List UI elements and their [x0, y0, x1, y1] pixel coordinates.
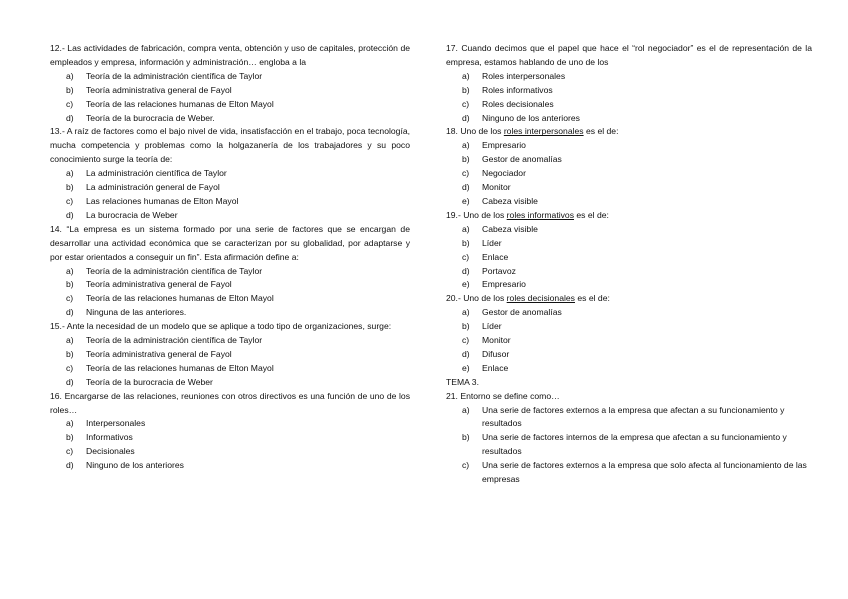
option-text: Ninguna de las anteriores.	[86, 307, 187, 318]
option-text: Empresario	[482, 279, 526, 290]
right-column	[446, 42, 812, 487]
option-letter: a)	[66, 265, 74, 276]
option-text: Difusor	[482, 348, 510, 359]
option-letter: d)	[462, 265, 470, 276]
option-text: Ninguno de los anteriores	[86, 460, 184, 471]
option-text: Enlace	[482, 362, 509, 373]
option	[50, 376, 410, 390]
option	[446, 167, 812, 181]
option-letter: c)	[66, 293, 74, 304]
option-text: Teoría administrativa general de Fayol	[86, 279, 232, 290]
question-12: 12.- Las actividades de fabricación, compra venta, obtención y uso de capitales, protección de empleados y empresa, información y administración… engloba a la	[50, 43, 410, 67]
option-letter: c)	[462, 168, 470, 179]
option	[446, 404, 812, 432]
option-letter: b)	[462, 321, 470, 332]
option-text: Negociador	[482, 168, 526, 179]
option	[446, 98, 812, 112]
option-text: Teoría administrativa general de Fayol	[86, 348, 232, 359]
option-letter: d)	[66, 209, 74, 220]
option-text: Gestor de anomalías	[482, 154, 562, 165]
option	[446, 320, 812, 334]
question-13: 13.- A raíz de factores como el bajo nivel de vida, insatisfacción en el trabajo, poca tecnología, mucha competencia y problemas como la holgazanería de los trabajadores y su poco conocimiento surge la teoría de:	[50, 126, 410, 165]
option-letter: a)	[462, 307, 470, 318]
option-letter: b)	[66, 432, 74, 443]
option	[50, 362, 410, 376]
question-20-options	[446, 306, 812, 376]
option	[446, 265, 812, 279]
option-letter: d)	[66, 460, 74, 471]
option	[446, 306, 812, 320]
option-text: La administración general de Fayol	[86, 182, 220, 193]
option	[446, 459, 812, 487]
option	[50, 306, 410, 320]
option	[50, 292, 410, 306]
option	[446, 362, 812, 376]
option	[446, 84, 812, 98]
option-letter: c)	[462, 335, 470, 346]
question-17: 17. Cuando decimos que el papel que hace el “rol negociador” es el de representación de la empresa, estamos hablando de uno de los	[446, 43, 812, 67]
option	[446, 181, 812, 195]
option-letter: b)	[462, 154, 470, 165]
question-19	[446, 209, 812, 223]
option-text: Teoría de las relaciones humanas de Elton Mayol	[86, 293, 274, 304]
option-letter: c)	[462, 251, 470, 262]
option-text: Una serie de factores externos a la empresa que afectan a su funcionamiento y resultados	[482, 404, 785, 429]
option-text: Teoría de las relaciones humanas de Elton Mayol	[86, 362, 274, 373]
option-letter: d)	[66, 376, 74, 387]
option	[446, 251, 812, 265]
question-14-options	[50, 265, 410, 321]
underlined-term: roles informativos	[506, 209, 575, 220]
option-text: Informativos	[86, 432, 133, 443]
option-text: Empresario	[482, 140, 526, 151]
option-text: Enlace	[482, 251, 509, 262]
question-suffix: es el de:	[574, 293, 610, 304]
option-text: Teoría de la administración científica de Taylor	[86, 335, 263, 346]
question-14: 14. “La empresa es un sistema formado por una serie de factores que se encargan de desarrollar una actividad económica que se caracterizan por su globalidad, por adaptarse y por estar orientados a conseguir un fin”. Esta afirmación define a:	[50, 223, 410, 262]
option-letter: b)	[66, 348, 74, 359]
option-letter: b)	[66, 84, 74, 95]
option-text: La burocracia de Weber	[86, 209, 178, 220]
option-text: Las relaciones humanas de Elton Mayol	[86, 195, 239, 206]
question-prefix: 20.- Uno de los	[446, 293, 507, 304]
option-text: Cabeza visible	[482, 223, 538, 234]
section-heading: TEMA 3.	[446, 376, 479, 387]
option-text: Decisionales	[86, 446, 135, 457]
option-text: Roles interpersonales	[482, 70, 566, 81]
option	[446, 112, 812, 126]
question-15: 15.- Ante la necesidad de un modelo que se aplique a todo tipo de organizaciones, surge:	[50, 321, 392, 332]
option-letter: a)	[462, 404, 470, 415]
option	[50, 334, 410, 348]
option	[50, 348, 410, 362]
option-letter: a)	[66, 168, 74, 179]
option-letter: c)	[66, 98, 74, 109]
option-text: Teoría de la burocracia de Weber	[86, 376, 213, 387]
option-text: Líder	[482, 237, 502, 248]
question-16: 16. Encargarse de las relaciones, reuniones con otros directivos es una función de uno de los roles…	[50, 390, 410, 415]
option	[50, 445, 410, 459]
option	[50, 431, 410, 445]
option-letter: d)	[462, 112, 470, 123]
question-18-options	[446, 139, 812, 209]
option-text: Teoría de la administración científica de Taylor	[86, 70, 263, 81]
option-letter: e)	[462, 362, 470, 373]
question-21-options	[446, 404, 812, 487]
option-letter: c)	[66, 446, 74, 457]
option-letter: b)	[462, 432, 470, 443]
option-letter: a)	[462, 223, 470, 234]
option	[446, 431, 812, 459]
option-text: Teoría de la burocracia de Weber.	[86, 112, 215, 123]
question-suffix: es el de:	[574, 209, 609, 220]
option-letter: d)	[66, 112, 74, 123]
left-column	[50, 42, 410, 473]
option	[50, 195, 410, 209]
option	[446, 70, 812, 84]
option	[50, 84, 410, 98]
option	[446, 139, 812, 153]
option	[50, 209, 410, 223]
question-prefix: 18. Uno de los	[446, 126, 504, 137]
option	[50, 278, 410, 292]
option	[446, 334, 812, 348]
option	[50, 459, 410, 473]
option	[446, 223, 812, 237]
option-letter: b)	[66, 279, 74, 290]
option-letter: c)	[462, 98, 470, 109]
underlined-term: roles decisionales	[506, 293, 575, 304]
option-text: Una serie de factores externos a la empresa que solo afecta al funcionamiento de las empresas	[482, 460, 807, 485]
option	[446, 195, 812, 209]
question-16-options	[50, 417, 410, 473]
option-text: Cabeza visible	[482, 195, 538, 206]
question-13-options	[50, 167, 410, 223]
option-text: Una serie de factores internos de la empresa que afectan a su funcionamiento y resultados	[482, 432, 787, 457]
option	[50, 167, 410, 181]
option-letter: b)	[462, 237, 470, 248]
option-text: Teoría de las relaciones humanas de Elton Mayol	[86, 98, 274, 109]
question-17-options	[446, 70, 812, 126]
option-text: La administración científica de Taylor	[86, 168, 227, 179]
option	[50, 70, 410, 84]
question-20	[446, 292, 812, 306]
option-letter: c)	[462, 460, 470, 471]
option-text: Líder	[482, 321, 502, 332]
underlined-term: roles interpersonales	[503, 126, 584, 137]
option-text: Ninguno de los anteriores	[482, 112, 580, 123]
option-letter: b)	[462, 84, 470, 95]
question-12-options	[50, 70, 410, 126]
question-15-options	[50, 334, 410, 390]
question-19-options	[446, 223, 812, 293]
option-text: Portavoz	[482, 265, 516, 276]
option-letter: c)	[66, 362, 74, 373]
option-letter: a)	[462, 140, 470, 151]
option-text: Gestor de anomalías	[482, 307, 562, 318]
option-letter: c)	[66, 195, 74, 206]
option	[446, 237, 812, 251]
option	[50, 181, 410, 195]
option-text: Interpersonales	[86, 418, 146, 429]
option-text: Teoría administrativa general de Fayol	[86, 84, 232, 95]
option-text: Roles decisionales	[482, 98, 554, 109]
option	[446, 278, 812, 292]
option-letter: a)	[66, 70, 74, 81]
option-letter: a)	[66, 418, 74, 429]
option-letter: d)	[462, 182, 470, 193]
option-text: Monitor	[482, 335, 511, 346]
option-letter: b)	[66, 182, 74, 193]
option	[50, 417, 410, 431]
option	[50, 112, 410, 126]
option	[446, 348, 812, 362]
option-letter: e)	[462, 279, 470, 290]
question-suffix: es el de:	[583, 126, 619, 137]
option	[446, 153, 812, 167]
question-21: 21. Entorno se define como…	[446, 390, 560, 401]
option	[50, 265, 410, 279]
option-text: Monitor	[482, 182, 511, 193]
option-letter: a)	[462, 70, 470, 81]
option-text: Roles informativos	[482, 84, 553, 95]
option-letter: a)	[66, 335, 74, 346]
question-18	[446, 125, 812, 139]
option-letter: d)	[66, 307, 74, 318]
option-text: Teoría de la administración científica de Taylor	[86, 265, 263, 276]
option-letter: e)	[462, 195, 470, 206]
option-letter: d)	[462, 348, 470, 359]
question-prefix: 19.- Uno de los	[446, 209, 507, 220]
option	[50, 98, 410, 112]
